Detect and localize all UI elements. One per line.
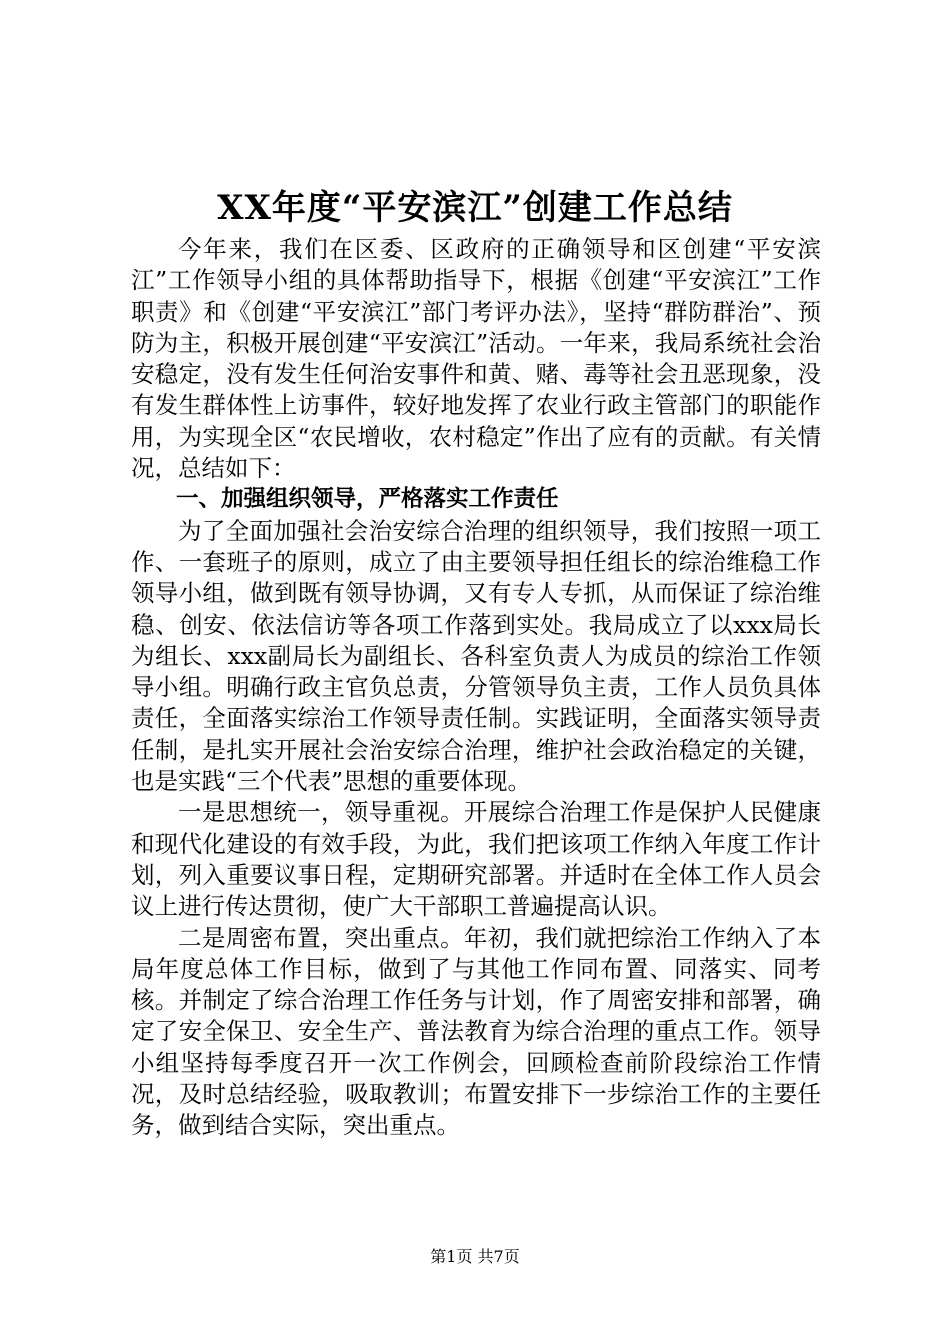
page-number-footer: 第1页 共7页 xyxy=(430,1247,520,1266)
intro-paragraph: 今年来，我们在区委、区政府的正确领导和区创建“平安滨江”工作领导小组的具体帮助指导下，根据《创建“平安滨江”工作职责》和《创建“平安滨江”部门考评办法》，坚持“群防群治”、预防为主，积极开展创建“平安滨江”活动。一年来，我局系统社会治安稳定，没有发生任何治安事件和黄、赌、毒等社会丑恶现象，没有发生群体性上访事件，较好地发挥了农业行政主管部门的职能作用，为实现全区“农民增收，农村稳定”作出了应有的贡献。有关情况，总结如下： xyxy=(131,235,821,483)
document-body xyxy=(131,234,821,1142)
section-heading-1: 一、加强组织领导，严格落实工作责任 xyxy=(176,486,559,513)
point-two-paragraph: 二是周密布置，突出重点。年初，我们就把综治工作纳入了本局年度总体工作目标，做到了与其他工作同布置、同落实、同考核。并制定了综合治理工作任务与计划，作了周密安排和部署，确定了安全保卫、安全生产、普法教育为综合治理的重点工作。领导小组坚持每季度召开一次工作例会，回顾检查前阶段综治工作情况，及时总结经验，吸取教训；布置安排下一步综治工作的主要任务，做到结合实际，突出重点。 xyxy=(131,923,821,1140)
document-title: XX年度“平安滨江”创建工作总结 xyxy=(217,188,733,228)
point-one-paragraph: 一是思想统一，领导重视。开展综合治理工作是保护人民健康和现代化建设的有效手段，为此，我们把该项工作纳入年度工作计划，列入重要议事日程，定期研究部署。并适时在全体工作人员会议上进行传达贯彻，使广大干部职工普遍提高认识。 xyxy=(131,798,821,921)
section-1-paragraph: 为了全面加强社会治安综合治理的组织领导，我们按照一项工作、一套班子的原则，成立了由主要领导担任组长的综治维稳工作领导小组，做到既有领导协调，又有专人专抓，从而保证了综治维稳、创安、依法信访等各项工作落到实处。我局成立了以xxx局长为组长、xxx副局长为副组长、各科室负责人为成员的综治工作领导小组。明确行政主官负总责，分管领导负主责，工作人员负具体责任，全面落实综治工作领导责任制。实践证明，全面落实领导责任制，是扎实开展社会治安综合治理，维护社会政治稳定的关键，也是实践“三个代表”思想的重要体现。 xyxy=(131,516,821,796)
